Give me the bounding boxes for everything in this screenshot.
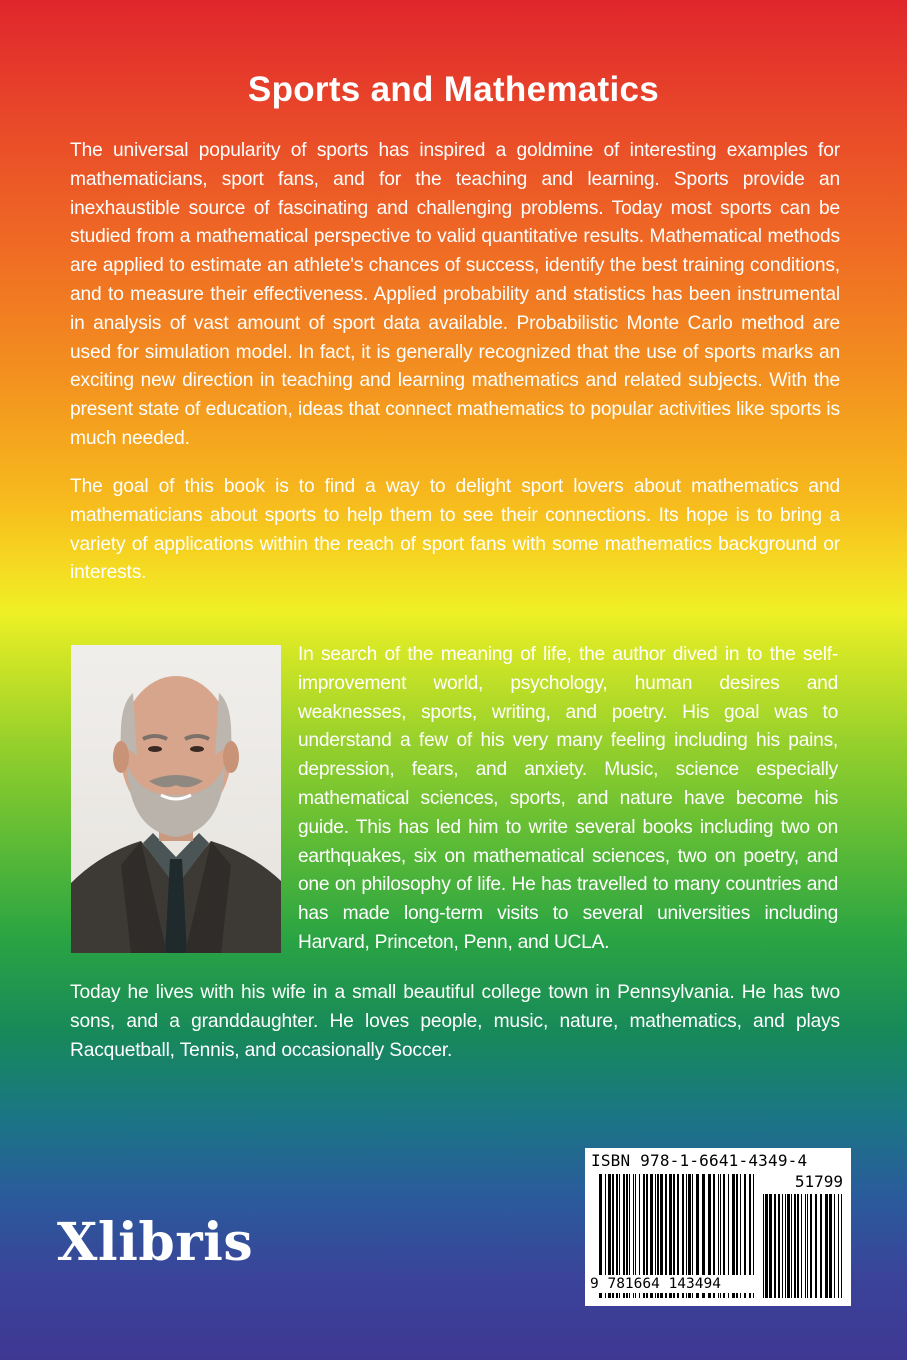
book-title: Sports and Mathematics <box>247 70 660 109</box>
barcode-bar <box>769 1194 772 1298</box>
barcode-bar <box>834 1194 835 1298</box>
barcode-bar <box>820 1194 822 1298</box>
price-code: 51799 <box>794 1172 843 1191</box>
author-photo <box>71 645 281 953</box>
barcode-bar <box>774 1194 776 1298</box>
barcode-bar <box>829 1194 832 1298</box>
isbn-label: ISBN 978-1-6641-4349-4 <box>591 1151 808 1170</box>
barcode-bar <box>841 1194 842 1298</box>
barcode-bar <box>815 1194 817 1298</box>
barcode-bar <box>838 1194 839 1298</box>
author-life-paragraph: Today he lives with his wife in a small beautiful college town in Pennsylvania. He has two sons, and a granddaughter. He loves people, music, nature, mathematics, and plays Racquetball, Tennis, and occasionally Soccer. <box>70 982 840 1061</box>
isbn-barcode <box>585 1148 851 1306</box>
barcode-bar <box>825 1194 828 1298</box>
barcode-bar <box>801 1194 802 1298</box>
barcode-bar <box>805 1194 806 1298</box>
author-bio: In search of the meaning of life, the author dived in to the self-improvement world, psychology, human desires and weaknesses, sports, writing, and poetry. His goal was to understand a few of his very many feeling including his pains, depression, fears, and anxiety. Music, science especially mathematical sciences, sports, and nature have become his guide. This has led him to write several books including two on earthquakes, six on mathematical sciences, two on poetry, and one on philosophy of life. He has travelled to many countries and has made long-term visits to several universities including Harvard, Princeton, Penn, and UCLA. <box>298 644 838 953</box>
barcode-bar <box>778 1194 780 1298</box>
publisher-logo: Xlibris <box>57 1212 254 1273</box>
barcode-bar <box>785 1194 786 1298</box>
barcode-bar <box>810 1194 812 1298</box>
barcode-bar <box>807 1194 808 1298</box>
barcode-bar <box>782 1194 783 1298</box>
ean-digits: 9 781664 143494 <box>588 1275 762 1293</box>
description-paragraph-1: The universal popularity of sports has inspired a goldmine of interesting examples for mathematicians, sport fans, and for the teaching and learning. Sports provide an inexhaustible source of fascinating and challenging problems. Today most sports can be studied from a mathematical perspective to valid quantitative results. Mathematical methods are applied to estimate an athlete's chances of success, identify the best training conditions, and to measure their effectiveness. Applied probability and statistics has been instrumental in analysis of vast amount of sport data available. Probabilistic Monte Carlo method are used for simulation model. In fact, it is generally recognized that the use of sports marks an exciting new direction in teaching and learning mathematics and related subjects. With the present state of education, ideas that connect mathematics to popular activities like sports is much needed. <box>70 140 840 449</box>
barcode-bar <box>794 1194 796 1298</box>
barcode-bar <box>765 1194 768 1298</box>
barcode-bar <box>797 1194 799 1298</box>
description-paragraph-2: The goal of this book is to find a way to delight sport lovers about mathematics and mathematicians about sports to help them to see their connections. Its hope is to bring a variety of applications within the reach of sport fans with some mathematics background or interests. <box>70 476 840 584</box>
barcode-bar <box>791 1194 792 1298</box>
price-bars <box>763 1194 845 1298</box>
barcode-bar <box>763 1194 764 1298</box>
barcode-bar <box>787 1194 790 1298</box>
